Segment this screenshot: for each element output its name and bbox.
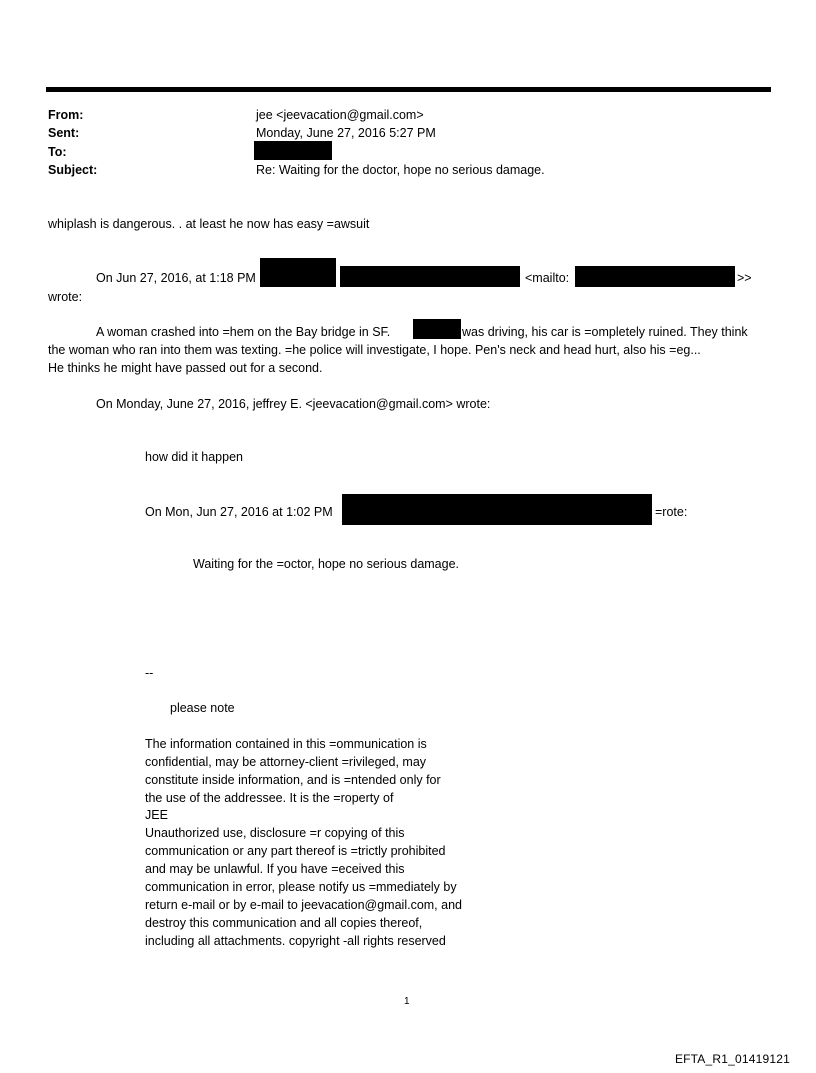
- disclaimer-line: The information contained in this =ommunication is: [145, 737, 427, 751]
- disclaimer-line: communication in error, please notify us =mmediately by: [145, 880, 457, 894]
- from-label: From:: [48, 108, 84, 122]
- to-label: To:: [48, 145, 67, 159]
- disclaimer-line: the use of the addressee. It is the =roperty of: [145, 791, 394, 805]
- sent-label: Sent:: [48, 126, 80, 140]
- quote1-wrote: wrote:: [48, 290, 83, 304]
- disclaimer-line: destroy this communication and all copies thereof,: [145, 916, 423, 930]
- disclaimer-line: confidential, may be attorney-client =rivileged, may: [145, 755, 427, 769]
- disclaimer-line: communication or any part thereof is =trictly prohibited: [145, 844, 446, 858]
- document-id: EFTA_R1_01419121: [674, 1052, 790, 1066]
- reply-text: whiplash is dangerous. . at least he now has easy =awsuit: [48, 217, 370, 231]
- quote1-text-line3: He thinks he might have passed out for a second.: [48, 361, 323, 375]
- quote2-intro: On Monday, June 27, 2016, jeffrey E. <jeevacation@gmail.com> wrote:: [96, 397, 491, 411]
- sent-value: Monday, June 27, 2016 5:27 PM: [256, 126, 436, 140]
- quote1-text-start: A woman crashed into =hem on the Bay bridge in SF.: [96, 325, 391, 339]
- disclaimer-line: Unauthorized use, disclosure =r copying of this: [145, 826, 405, 840]
- quote1-mailto-redaction: [575, 266, 735, 287]
- signature-note: please note: [170, 701, 235, 715]
- subject-value: Re: Waiting for the doctor, hope no serious damage.: [256, 163, 545, 177]
- subject-label: Subject:: [48, 163, 98, 177]
- quote3-text: Waiting for the =octor, hope no serious damage.: [193, 557, 460, 571]
- quote1-mailto: <mailto:: [525, 271, 570, 285]
- header-rule: [46, 87, 771, 92]
- disclaimer-line: including all attachments. copyright -all rights reserved: [145, 934, 446, 948]
- quote1-name-redaction: [260, 258, 336, 287]
- quote1-text-cont: was driving, his car is =ompletely ruined. They think: [462, 325, 748, 339]
- disclaimer-line: return e-mail or by e-mail to jeevacation@gmail.com, and: [145, 898, 462, 912]
- disclaimer-line: and may be unlawful. If you have =eceived this: [145, 862, 405, 876]
- quote1-text-line2: the woman who ran into them was texting. =he police will investigate, I hope. Pen's neck and head hurt, also his =eg...: [48, 343, 701, 357]
- quote1-email-redaction: [340, 266, 520, 287]
- quote3-intro-date: On Mon, Jun 27, 2016 at 1:02 PM: [145, 505, 333, 519]
- page-number: 1: [404, 996, 410, 1007]
- to-redaction: [254, 141, 332, 160]
- quote3-sender-redaction: [342, 494, 652, 525]
- quote3-wrote: =rote:: [655, 505, 688, 519]
- quote1-mailto-close: >>: [737, 271, 752, 285]
- quote1-intro-date: On Jun 27, 2016, at 1:18 PM: [96, 271, 256, 285]
- disclaimer-line: JEE: [145, 808, 168, 822]
- signature-dash: --: [145, 666, 154, 680]
- quote2-text: how did it happen: [145, 450, 243, 464]
- disclaimer-line: constitute inside information, and is =ntended only for: [145, 773, 441, 787]
- from-value: jee <jeevacation@gmail.com>: [256, 108, 424, 122]
- quote1-driver-redaction: [413, 319, 461, 339]
